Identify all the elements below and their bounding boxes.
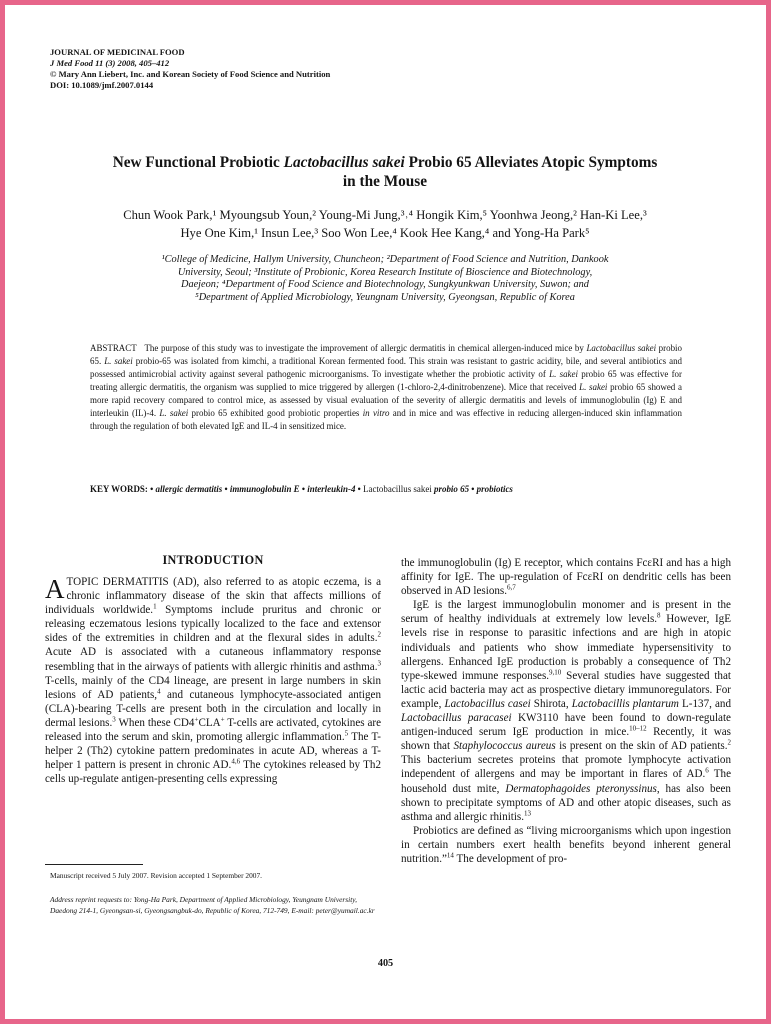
journal-header xyxy=(50,47,330,91)
citation-ref: 13 xyxy=(524,809,532,817)
body-text: The household dust mite, xyxy=(401,768,732,795)
superscript: + xyxy=(194,715,199,724)
title-species: Lactobacillus sakei xyxy=(283,154,405,171)
bullet-icon: • xyxy=(301,484,306,494)
body-text: the immunoglobulin (Ig) E receptor, which contains FcεRI and has a high affinity for IgE. The up-regulation of FcεRI on dendritic cells has been observed in AD lesions. xyxy=(401,557,731,598)
body-text: T-cells are activated, cytokines are released into the serum and skin, promoting allergic inflammation. xyxy=(45,716,381,744)
keyword: Lactobacillus sakei xyxy=(363,484,432,494)
species-name: Dermatophagoides pteronyssinus xyxy=(505,782,657,795)
body-text: Acute AD is associated with a cutaneous inflammatory response resembling that in the airways of patients with allergic rhinitis and asthma. xyxy=(45,646,381,673)
citation-ref: 9,10 xyxy=(549,668,562,677)
body-text: T-cells, mainly of the CD4 lineage, are present in large numbers in skin lesions of AD patients, xyxy=(45,674,381,701)
bullet-icon: • xyxy=(224,484,228,494)
species-name: Lactobacillus sakei xyxy=(586,343,657,353)
citation-ref: 8 xyxy=(657,611,661,620)
abstract-text: and in mice and was effective in reducing allergen-induced skin inflammation through the regulation of both elevated IgE and IL-4 in sensitized mice. xyxy=(90,408,682,432)
body-paragraph xyxy=(401,556,731,598)
section-heading-introduction: INTRODUCTION xyxy=(162,553,264,567)
title-part2: Probio 65 Alleviates Atopic Symptoms xyxy=(404,154,658,171)
footnote-received: Manuscript received 5 July 2007. Revision accepted 1 September 2007. xyxy=(50,871,263,880)
bullet-icon: • xyxy=(150,484,154,494)
body-text: The development of pro- xyxy=(453,852,568,865)
bullet-icon: • xyxy=(357,484,361,494)
copyright-line: © Mary Ann Liebert, Inc. and Korean Society of Food Science and Nutrition xyxy=(50,69,331,79)
left-column xyxy=(45,553,381,786)
citation-ref: 3 xyxy=(112,715,116,724)
species-name: Lactobacillus paracasei xyxy=(401,712,512,725)
body-text: and cutaneous lymphocyte-associated antigen (CLA)-bearing T-cells are present both in the circulation and locally in dermal lesions. xyxy=(45,688,381,729)
footnote-address: Address reprint requests to: Yong-Ha Park, Department of Applied Microbiology, Yeungnam University, Daedong 214-1, Gyeongsan-si, Gyeongsangbuk-do, Republic of Korea, 712-749, E-mail: peter@yumail.ac.kr xyxy=(50,895,375,915)
species-name: Staphylococcus aureus xyxy=(453,740,556,753)
citation-ref: 1 xyxy=(153,602,157,611)
body-text: However, IgE levels rise in response to parasitic infections and are high in atopic individuals and patients who show immediate hypersensitivity to allergens. Enhanced IgE production is probably a consequence of Th2 type-skewed immune responses. xyxy=(401,613,732,682)
citation-ref: 10–12 xyxy=(629,724,647,733)
affiliation-line-3: Daejeon; ⁴Department of Food Science and Biotechnology, Sungkyunkwan University, Suwon; and xyxy=(181,279,589,291)
affiliations xyxy=(55,254,715,304)
citation-ref: 4,6 xyxy=(231,757,241,766)
keywords xyxy=(90,484,682,494)
body-paragraph xyxy=(401,598,731,824)
affiliation-line-4: ⁵Department of Applied Microbiology, Yeungnam University, Gyeongsan, Republic of Korea xyxy=(195,291,575,303)
abstract-text: probio 65 was effective for treating allergic dermatitis, the organism was supplied to mice triggered by allergen (1-chloro-2,4-dinitrobenzene). Mice that received xyxy=(90,369,683,393)
page-number: 405 xyxy=(377,958,394,969)
citation-ref: 3 xyxy=(377,658,381,667)
author-list xyxy=(35,206,735,242)
body-text: Probiotics are defined as “living microorganisms which upon ingestion in certain numbers exert health benefits beyond inherent general nutrition.” xyxy=(401,824,731,865)
affiliation-line-2: University, Seoul; ³Institute of Probionic, Korea Research Institute of Bioscience and Biotechnology, xyxy=(177,266,593,278)
keyword: allergic dermatitis xyxy=(155,484,223,494)
bullet-icon: • xyxy=(471,484,475,494)
species-name: Lactobacillus casei xyxy=(444,697,531,710)
body-text: The T-helper 2 (Th2) cytokine pattern predominates in acute AD, whereas a T-helper 1 pattern is present in chronic AD. xyxy=(45,731,381,772)
small-caps-text: TOPIC DERMATITIS xyxy=(66,576,169,588)
species-name: L. sakei xyxy=(579,382,608,393)
latin-term: in vitro xyxy=(362,408,390,419)
body-text: This bacterium secretes proteins that promote lymphocyte activation independent of allergens and may be important in flares of AD. xyxy=(401,754,731,781)
footnote-divider xyxy=(45,864,143,865)
title-part1: New Functional Probiotic xyxy=(112,154,284,171)
author-line-2: Hye One Kim,¹ Insun Lee,³ Soo Won Lee,⁴ Kook Hee Kang,⁴ and Yong-Ha Park⁵ xyxy=(180,226,590,240)
body-text: Shirota, xyxy=(530,697,572,710)
intro-paragraph xyxy=(45,575,381,786)
citation-ref: 4 xyxy=(157,687,161,696)
body-paragraph xyxy=(401,824,731,866)
superscript: + xyxy=(220,715,225,724)
author-line-1: Chun Wook Park,¹ Myoungsub Youn,² Young-Mi Jung,³˒⁴ Hongik Kim,⁵ Yoonhwa Jeong,² Han-Ki Lee,³ xyxy=(123,208,647,222)
body-text: IgE is the largest immunoglobulin monomer and is present in the serum of healthy individuals at extremely low levels. xyxy=(401,599,731,626)
species-name: Lactobacillis plantarum xyxy=(571,697,679,710)
body-text: (AD), also referred to as atopic eczema, is a chronic inflammatory disease of the skin that affects millions of individuals worldwide. xyxy=(45,576,381,617)
keyword: probiotics xyxy=(476,484,513,494)
body-text: KW3110 have been found to down-regulate antigen-induced serum IgE production in mice. xyxy=(401,712,731,739)
body-text: The cytokines released by Th2 cells up-regulate antigen-presenting cells expressing xyxy=(45,759,382,786)
article-title xyxy=(45,153,725,191)
abstract-text: probio 65 showed a more rapid recovery compared to control mice, as assessed by visual evaluation of the severity of allergic dermatitis and levels of immunoglobulin (Ig) E and interleukin (IL)-4. xyxy=(90,382,682,419)
body-text: is present on the skin of AD patients. xyxy=(555,740,728,753)
body-text: CLA xyxy=(198,716,221,729)
abstract-label: ABSTRACT xyxy=(90,343,137,353)
body-text: , has also been shown to precipitate symptoms of AD and other atopic diseases, such as asthma and allergic rhinitis. xyxy=(401,782,731,823)
species-name: L. sakei xyxy=(104,356,133,367)
journal-citation: J Med Food 11 (3) 2008, 405–412 xyxy=(50,58,170,68)
affiliation-line-1: ¹College of Medicine, Hallym University, Chuncheon; ²Department of Food Science and Nutrition, Dankook xyxy=(161,254,609,265)
abstract-text: probio-65 was isolated from kimchi, a traditional Korean fermented food. This strain was resistant to gastric acidity, bile, and several antibiotics and possessed antimicrobial activity against several pathogenic microorganisms. To investigate whether the probiotic activity of xyxy=(90,356,683,380)
abstract xyxy=(90,342,682,433)
abstract-text: probio 65. xyxy=(90,343,682,367)
title-line2: in the Mouse xyxy=(342,173,428,190)
article-page xyxy=(5,5,766,1019)
body-text: When these CD4 xyxy=(115,716,195,729)
abstract-text: The purpose of this study was to investigate the improvement of allergic dermatitis in chemical allergen-induced mice by xyxy=(144,343,587,353)
citation-ref: 5 xyxy=(344,729,349,738)
keyword: probio 65 xyxy=(434,484,470,494)
right-column xyxy=(401,556,731,866)
keyword: interleukin-4 xyxy=(307,484,356,494)
citation-ref: 14 xyxy=(446,851,454,860)
keywords-label: KEY WORDS: xyxy=(90,484,148,494)
body-text: Recently, it was shown that xyxy=(401,726,731,753)
citation-ref: 2 xyxy=(377,630,381,639)
drop-cap: A xyxy=(45,574,65,604)
doi-line: DOI: 10.1089/jmf.2007.0144 xyxy=(50,80,154,90)
body-text: Symptoms include pruritus and chronic or releasing eczematous lesions typically localized to the face and extensor sides of the extremities in children and at the flexural sides in adults. xyxy=(45,604,381,645)
body-text: Several studies have suggested that lactic acid bacteria may act as prospective dietary immunoregulators. For example, xyxy=(401,669,731,710)
citation-ref: 6,7 xyxy=(507,583,516,592)
citation-ref: 6 xyxy=(705,766,709,775)
journal-name: JOURNAL OF MEDICINAL FOOD xyxy=(50,47,185,57)
species-name: L. sakei xyxy=(549,369,578,380)
keyword: immunoglobulin E xyxy=(229,484,300,494)
species-name: L. sakei xyxy=(159,408,189,419)
body-text: L-137, and xyxy=(678,697,732,710)
abstract-text: probio 65 exhibited good probiotic properties xyxy=(188,408,363,419)
citation-ref: 2 xyxy=(727,738,731,747)
